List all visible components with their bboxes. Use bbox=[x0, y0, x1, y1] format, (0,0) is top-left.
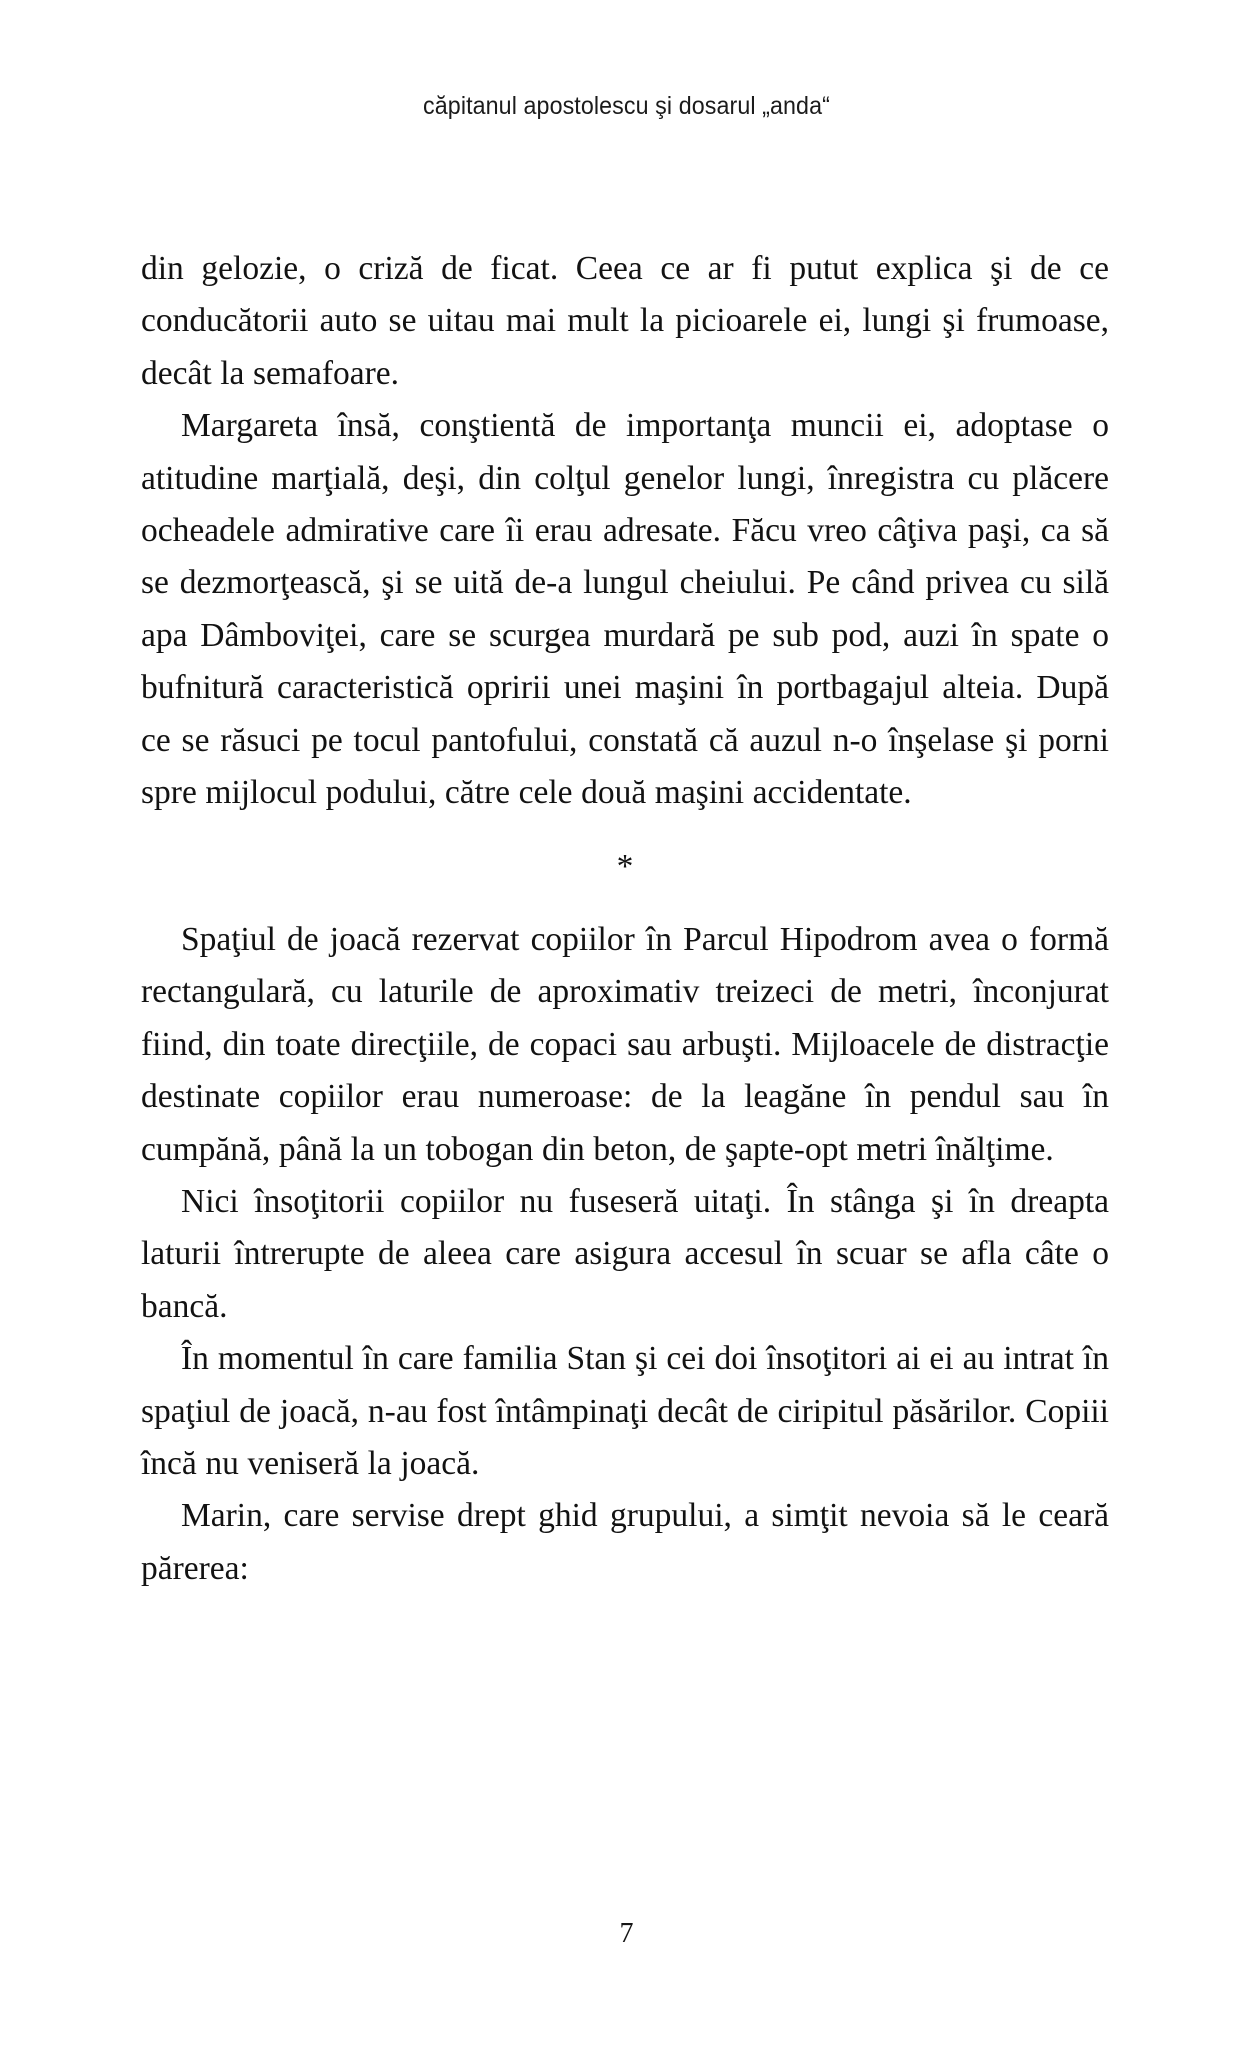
paragraph-2: Margareta însă, conştientă de importanţa muncii ei, adoptase o atitudine marţială, deşi, din colţul genelor lungi, înregistra cu plăcere ocheadele admirative care îi erau adresate. Făcu vreo câţiva paşi, ca să se dezmorţească, şi se uită de-a lungul cheiului. Pe când privea cu silă apa Dâmboviţei, care se scurgea murdară pe sub pod, auzi în spate o bufnitură caracteristică opririi unei maşini în portbagajul alteia. După ce se răsuci pe tocul pantofului, constată că auzul n-o înşelase şi porni spre mijlocul podului, către cele două maşini accidentate. bbox=[141, 407, 1109, 812]
body-text-block bbox=[141, 243, 1109, 1595]
paragraph-6: Marin, care servise drept ghid grupului, a simţit nevoia să le ceară părerea: bbox=[141, 1497, 1109, 1587]
page-number: 7 bbox=[619, 1918, 634, 1949]
section-separator-asterisk: * bbox=[616, 848, 634, 886]
paragraph-1: din gelozie, o criză de ficat. Ceea ce ar fi putut explica şi de ce conducătorii auto se uitau mai mult la picioarele ei, lungi şi frumoase, decât la semafoare. bbox=[141, 250, 1109, 392]
paragraph-4: Nici însoţitorii copiilor nu fuseseră uitaţi. În stânga şi în dreapta laturii întrerupte de aleea care asigura accesul în scuar se afla câte o bancă. bbox=[141, 1182, 1109, 1325]
paragraph-3: Spaţiul de joacă rezervat copiilor în Parcul Hipodrom avea o formă rectangulară, cu laturile de aproximativ treizeci de metri, înconjurat fiind, din toate direcţiile, de copaci sau arbuşti. Mijloacele de distracţie destinate copiilor erau numeroase: de la leagăne în pendul sau în cumpănă, până la un tobogan din beton, de şapte-opt metri înălţime. bbox=[141, 920, 1109, 1168]
paragraph-5: În momentul în care familia Stan şi cei doi însoţitori ai ei au intrat în spaţiul de joacă, n-au fost întâmpinaţi decât de ciripitul păsărilor. Copiii încă nu veniseră la joacă. bbox=[141, 1340, 1109, 1482]
running-header: căpitanul apostolescu şi dosarul „anda“ bbox=[423, 92, 830, 120]
